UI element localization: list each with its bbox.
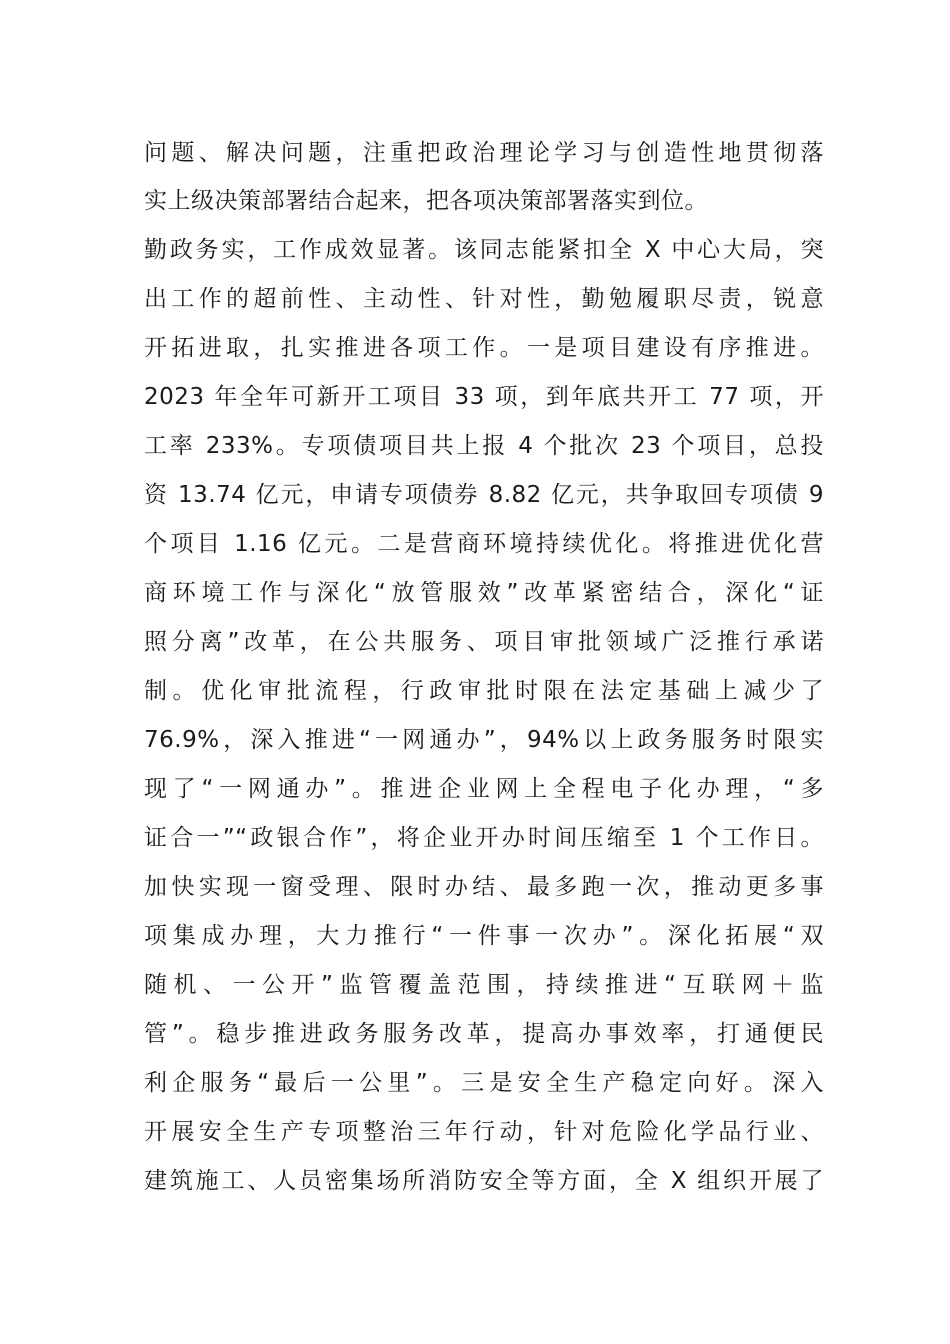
text-line-2: 实上级决策部署结合起来，把各项决策部署落实到位。 bbox=[144, 188, 708, 214]
text-line-19: 管”。稳步推进政务服务改革，提高办事效率，打通便民 bbox=[144, 1021, 824, 1047]
text-line-9: 个项目 1.16 亿元。二是营商环境持续优化。将推进优化营 bbox=[144, 531, 824, 557]
text-line-10: 商环境工作与深化“放管服效”改革紧密结合，深化“证 bbox=[144, 580, 824, 606]
text-line-7: 工率 233%。专项债项目共上报 4 个批次 23 个项目，总投 bbox=[144, 433, 824, 459]
text-line-5: 开拓进取，扎实推进各项工作。一是项目建设有序推进。 bbox=[144, 335, 824, 361]
text-line-13: 76.9%，深入推进“一网通办”，94%以上政务服务时限实 bbox=[144, 727, 824, 753]
text-line-1: 问题、解决问题，注重把政治理论学习与创造性地贯彻落 bbox=[144, 140, 824, 166]
text-line-17: 项集成办理，大力推行“一件事一次办”。深化拓展“双 bbox=[144, 923, 824, 949]
text-line-16: 加快实现一窗受理、限时办结、最多跑一次，推动更多事 bbox=[144, 874, 824, 900]
text-line-3: 勤政务实，工作成效显著。该同志能紧扣全 X 中心大局，突 bbox=[144, 237, 824, 263]
text-line-6: 2023 年全年可新开工项目 33 项，到年底共开工 77 项，开 bbox=[144, 384, 824, 410]
text-line-8: 资 13.74 亿元，申请专项债券 8.82 亿元，共争取回专项债 9 bbox=[144, 482, 824, 508]
text-line-11: 照分离”改革，在公共服务、项目审批领域广泛推行承诺 bbox=[144, 629, 824, 655]
text-line-12: 制。优化审批流程，行政审批时限在法定基础上减少了 bbox=[144, 678, 824, 704]
text-line-18: 随机、一公开”监管覆盖范围，持续推进“互联网＋监 bbox=[144, 972, 824, 998]
text-line-15: 证合一”“政银合作”，将企业开办时间压缩至 1 个工作日。 bbox=[144, 825, 824, 851]
text-line-14: 现了“一网通办”。推进企业网上全程电子化办理，“多 bbox=[144, 776, 824, 802]
text-line-21: 开展安全生产专项整治三年行动，针对危险化学品行业、 bbox=[144, 1119, 824, 1145]
text-line-4: 出工作的超前性、主动性、针对性，勤勉履职尽责，锐意 bbox=[144, 286, 824, 312]
text-line-22: 建筑施工、人员密集场所消防安全等方面，全 X 组织开展了 bbox=[144, 1168, 824, 1194]
text-line-20: 利企服务“最后一公里”。三是安全生产稳定向好。深入 bbox=[144, 1070, 824, 1096]
